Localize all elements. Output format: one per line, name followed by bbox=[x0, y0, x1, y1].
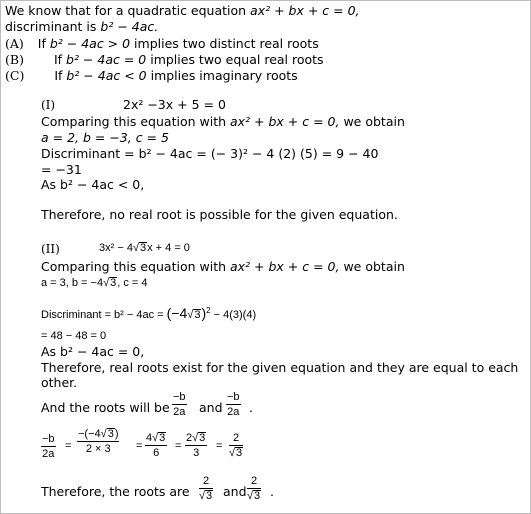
final-and: and bbox=[223, 484, 247, 499]
part-1-label: (I) bbox=[41, 98, 56, 112]
calc-equals-2: = bbox=[136, 440, 143, 452]
part-2-compare: Comparing this equation with ax² + bx + c = 0, we obtain bbox=[41, 259, 405, 274]
intro-line-1: We know that for a quadratic equation ax² + bx + c = 0, bbox=[5, 3, 360, 18]
calc-equals-3: = bbox=[175, 440, 182, 452]
calc-fraction-3: 4√3 6 bbox=[146, 432, 166, 459]
calc-fraction-2: −(−4√3) 2 × 3 bbox=[78, 428, 119, 455]
calc-fraction-4: 2√3 3 bbox=[186, 432, 206, 459]
part-1-equation: 2x² −3x + 5 = 0 bbox=[123, 97, 226, 112]
roots-dot: . bbox=[249, 400, 253, 415]
part-1-as: As b² − 4ac < 0, bbox=[41, 177, 145, 192]
part-2-as: As b² − 4ac = 0, bbox=[41, 344, 145, 359]
final-fraction-2: 2 √3 bbox=[247, 475, 261, 502]
part-1-conclusion: Therefore, no real root is possible for the given equation. bbox=[41, 207, 398, 222]
roots-fraction-1: −b 2a bbox=[173, 391, 186, 418]
case-b: (B) If b² − 4ac = 0 implies two equal real roots bbox=[5, 52, 324, 67]
case-a: (A) If b² − 4ac > 0 implies two distinct real roots bbox=[5, 36, 319, 51]
part-2-other: other. bbox=[41, 375, 78, 390]
part-2-discriminant: Discriminant = $b^2 - 4ac = (-4√3)^2 - 4(3)(4)$ bbox=[41, 305, 257, 321]
part-2-coefficients: a = 3, b = −4√3, c = 4 bbox=[41, 277, 148, 289]
roots-and: and bbox=[199, 400, 223, 415]
part-1-coefficients: a = 2, b = −3, c = 5 bbox=[41, 130, 169, 145]
case-c: (C) If b² − 4ac < 0 implies imaginary roots bbox=[5, 68, 298, 83]
final-lead: Therefore, the roots are bbox=[41, 484, 190, 499]
intro-line-2: discriminant is b² − 4ac. bbox=[5, 19, 159, 34]
calc-fraction-5: 2 √3 bbox=[229, 432, 243, 459]
part-2-equation: 3x² − 4√3x + 4 = 0 bbox=[99, 242, 190, 254]
calc-fraction-1: −b 2a bbox=[42, 433, 55, 460]
calc-equals-1: = bbox=[65, 440, 72, 452]
final-dot: . bbox=[270, 484, 274, 499]
part-1-discriminant: Discriminant = b² − 4ac = (− 3)² − 4 (2) (5) = 9 − 40 bbox=[41, 146, 379, 161]
part-2-label: (II) bbox=[41, 242, 60, 256]
part-1-discriminant-result: = −31 bbox=[41, 162, 82, 177]
part-2-discriminant-result: = 48 − 48 = 0 bbox=[41, 330, 107, 342]
calc-equals-4: = bbox=[216, 440, 223, 452]
roots-fraction-2: −b 2a bbox=[227, 391, 240, 418]
part-2-therefore: Therefore, real roots exist for the given equation and they are equal to each bbox=[41, 360, 519, 375]
part-1-compare: Comparing this equation with ax² + bx + c = 0, we obtain bbox=[41, 114, 405, 129]
final-fraction-1: 2 √3 bbox=[199, 475, 213, 502]
roots-lead: And the roots will be bbox=[41, 400, 170, 415]
